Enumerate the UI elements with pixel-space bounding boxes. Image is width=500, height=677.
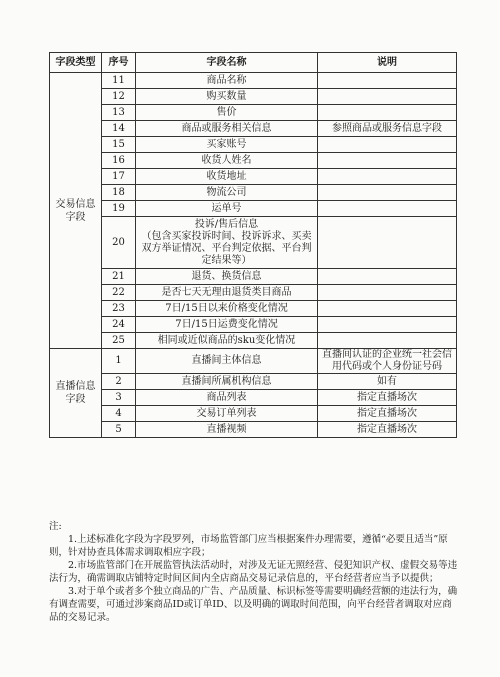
serial-no-cell: 11 <box>102 73 136 89</box>
serial-no-cell: 25 <box>102 333 136 349</box>
serial-no-cell: 3 <box>102 390 136 406</box>
field-name-cell: 7日/15日以来价格变化情况 <box>136 301 318 317</box>
field-group-label: 直播信息 字段 <box>50 349 102 438</box>
serial-no-cell: 17 <box>102 169 136 185</box>
note-item-3: 3.对于单个或者多个独立商品的广告、产品质量、标识标签等需要明确经营额的违法行为，确有调查需要，可通过涉案商品ID或订单ID、以及明确的调取时间范围，向平台经营者调取对应商品的交易记录。 <box>49 586 458 623</box>
field-name-cell: 直播间所属机构信息 <box>136 374 318 390</box>
serial-no-cell: 24 <box>102 317 136 333</box>
field-name-cell: 物流公司 <box>136 185 318 201</box>
description-cell <box>318 153 457 169</box>
table-row <box>50 105 457 121</box>
description-cell <box>318 333 457 349</box>
field-name-cell: 买家账号 <box>136 137 318 153</box>
notes-heading: 注: <box>49 521 62 532</box>
serial-no-cell: 2 <box>102 374 136 390</box>
description-cell <box>318 73 457 89</box>
field-name-cell: 收货人姓名 <box>136 153 318 169</box>
note-item-2: 2.市场监管部门在开展监管执法活动时，对涉及无证无照经营、侵犯知识产权、虚假交易等违法行为，确需调取店铺特定时间区间内全店商品交易记录信息的，平台经营者应当予以提供； <box>49 560 458 584</box>
serial-no-cell: 15 <box>102 137 136 153</box>
description-cell <box>318 89 457 105</box>
description-cell: 指定直播场次 <box>318 406 457 422</box>
description-cell <box>318 105 457 121</box>
fields-table <box>49 52 457 438</box>
table-row <box>50 153 457 169</box>
field-name-cell: 投诉/售后信息 （包含买家投诉时间、投诉诉求、买卖双方举证情况、平台判定依据、平台判定结果等） <box>136 217 318 269</box>
table-row <box>50 390 457 406</box>
field-group-label: 交易信息 字段 <box>50 73 102 349</box>
description-cell: 指定直播场次 <box>318 390 457 406</box>
field-name-cell: 直播视频 <box>136 422 318 438</box>
description-cell <box>318 169 457 185</box>
description-cell: 参照商品或服务信息字段 <box>318 121 457 137</box>
serial-no-cell: 4 <box>102 406 136 422</box>
description-cell <box>318 185 457 201</box>
description-cell <box>318 137 457 153</box>
table-row <box>50 169 457 185</box>
serial-no-cell: 23 <box>102 301 136 317</box>
serial-no-cell: 16 <box>102 153 136 169</box>
table-row <box>50 301 457 317</box>
table-row <box>50 317 457 333</box>
description-cell <box>318 201 457 217</box>
description-cell <box>318 269 457 285</box>
serial-no-cell: 5 <box>102 422 136 438</box>
serial-no-cell: 1 <box>102 349 136 374</box>
note-item-1: 1.上述标准化字段为字段罗列，市场监管部门应当根据案件办理需要，遵循“必要且适当”原则，针对协查具体需求调取相应字段； <box>49 534 448 558</box>
field-name-cell: 直播间主体信息 <box>136 349 318 374</box>
description-cell <box>318 285 457 301</box>
description-cell: 如有 <box>318 374 457 390</box>
serial-no-cell: 21 <box>102 269 136 285</box>
field-name-cell: 交易订单列表 <box>136 406 318 422</box>
serial-no-cell: 19 <box>102 201 136 217</box>
header-description: 说明 <box>318 53 457 73</box>
table-row <box>50 201 457 217</box>
table-row <box>50 422 457 438</box>
table-row <box>50 89 457 105</box>
field-name-cell: 商品名称 <box>136 73 318 89</box>
serial-no-cell: 14 <box>102 121 136 137</box>
header-serial-no: 序号 <box>102 53 136 73</box>
table-row <box>50 285 457 301</box>
field-name-cell: 是否七天无理由退货类目商品 <box>136 285 318 301</box>
table-header-row <box>50 53 457 73</box>
header-field-name: 字段名称 <box>136 53 318 73</box>
description-cell <box>318 317 457 333</box>
field-name-cell: 收货地址 <box>136 169 318 185</box>
table-row <box>50 333 457 349</box>
table-row <box>50 406 457 422</box>
table-row <box>50 349 457 374</box>
description-cell: 直播间认证的企业统一社会信用代码或个人身份证号码 <box>318 349 457 374</box>
field-name-cell: 运单号 <box>136 201 318 217</box>
field-name-cell: 售价 <box>136 105 318 121</box>
table-row <box>50 137 457 153</box>
field-name-cell: 相同或近似商品的sku变化情况 <box>136 333 318 349</box>
field-name-cell: 商品列表 <box>136 390 318 406</box>
table-row <box>50 73 457 89</box>
table-row <box>50 185 457 201</box>
header-field-type: 字段类型 <box>50 53 102 73</box>
serial-no-cell: 18 <box>102 185 136 201</box>
table-row <box>50 121 457 137</box>
field-name-cell: 商品或服务相关信息 <box>136 121 318 137</box>
table-row <box>50 269 457 285</box>
field-name-cell: 购买数量 <box>136 89 318 105</box>
serial-no-cell: 22 <box>102 285 136 301</box>
description-cell <box>318 301 457 317</box>
description-cell <box>318 217 457 269</box>
table-body <box>50 73 457 438</box>
field-name-cell: 7日/15日运费变化情况 <box>136 317 318 333</box>
notes-section <box>49 520 459 624</box>
serial-no-cell: 12 <box>102 89 136 105</box>
description-cell: 指定直播场次 <box>318 422 457 438</box>
table-row <box>50 374 457 390</box>
field-name-cell: 退货、换货信息 <box>136 269 318 285</box>
serial-no-cell: 13 <box>102 105 136 121</box>
serial-no-cell: 20 <box>102 217 136 269</box>
table-row <box>50 217 457 269</box>
